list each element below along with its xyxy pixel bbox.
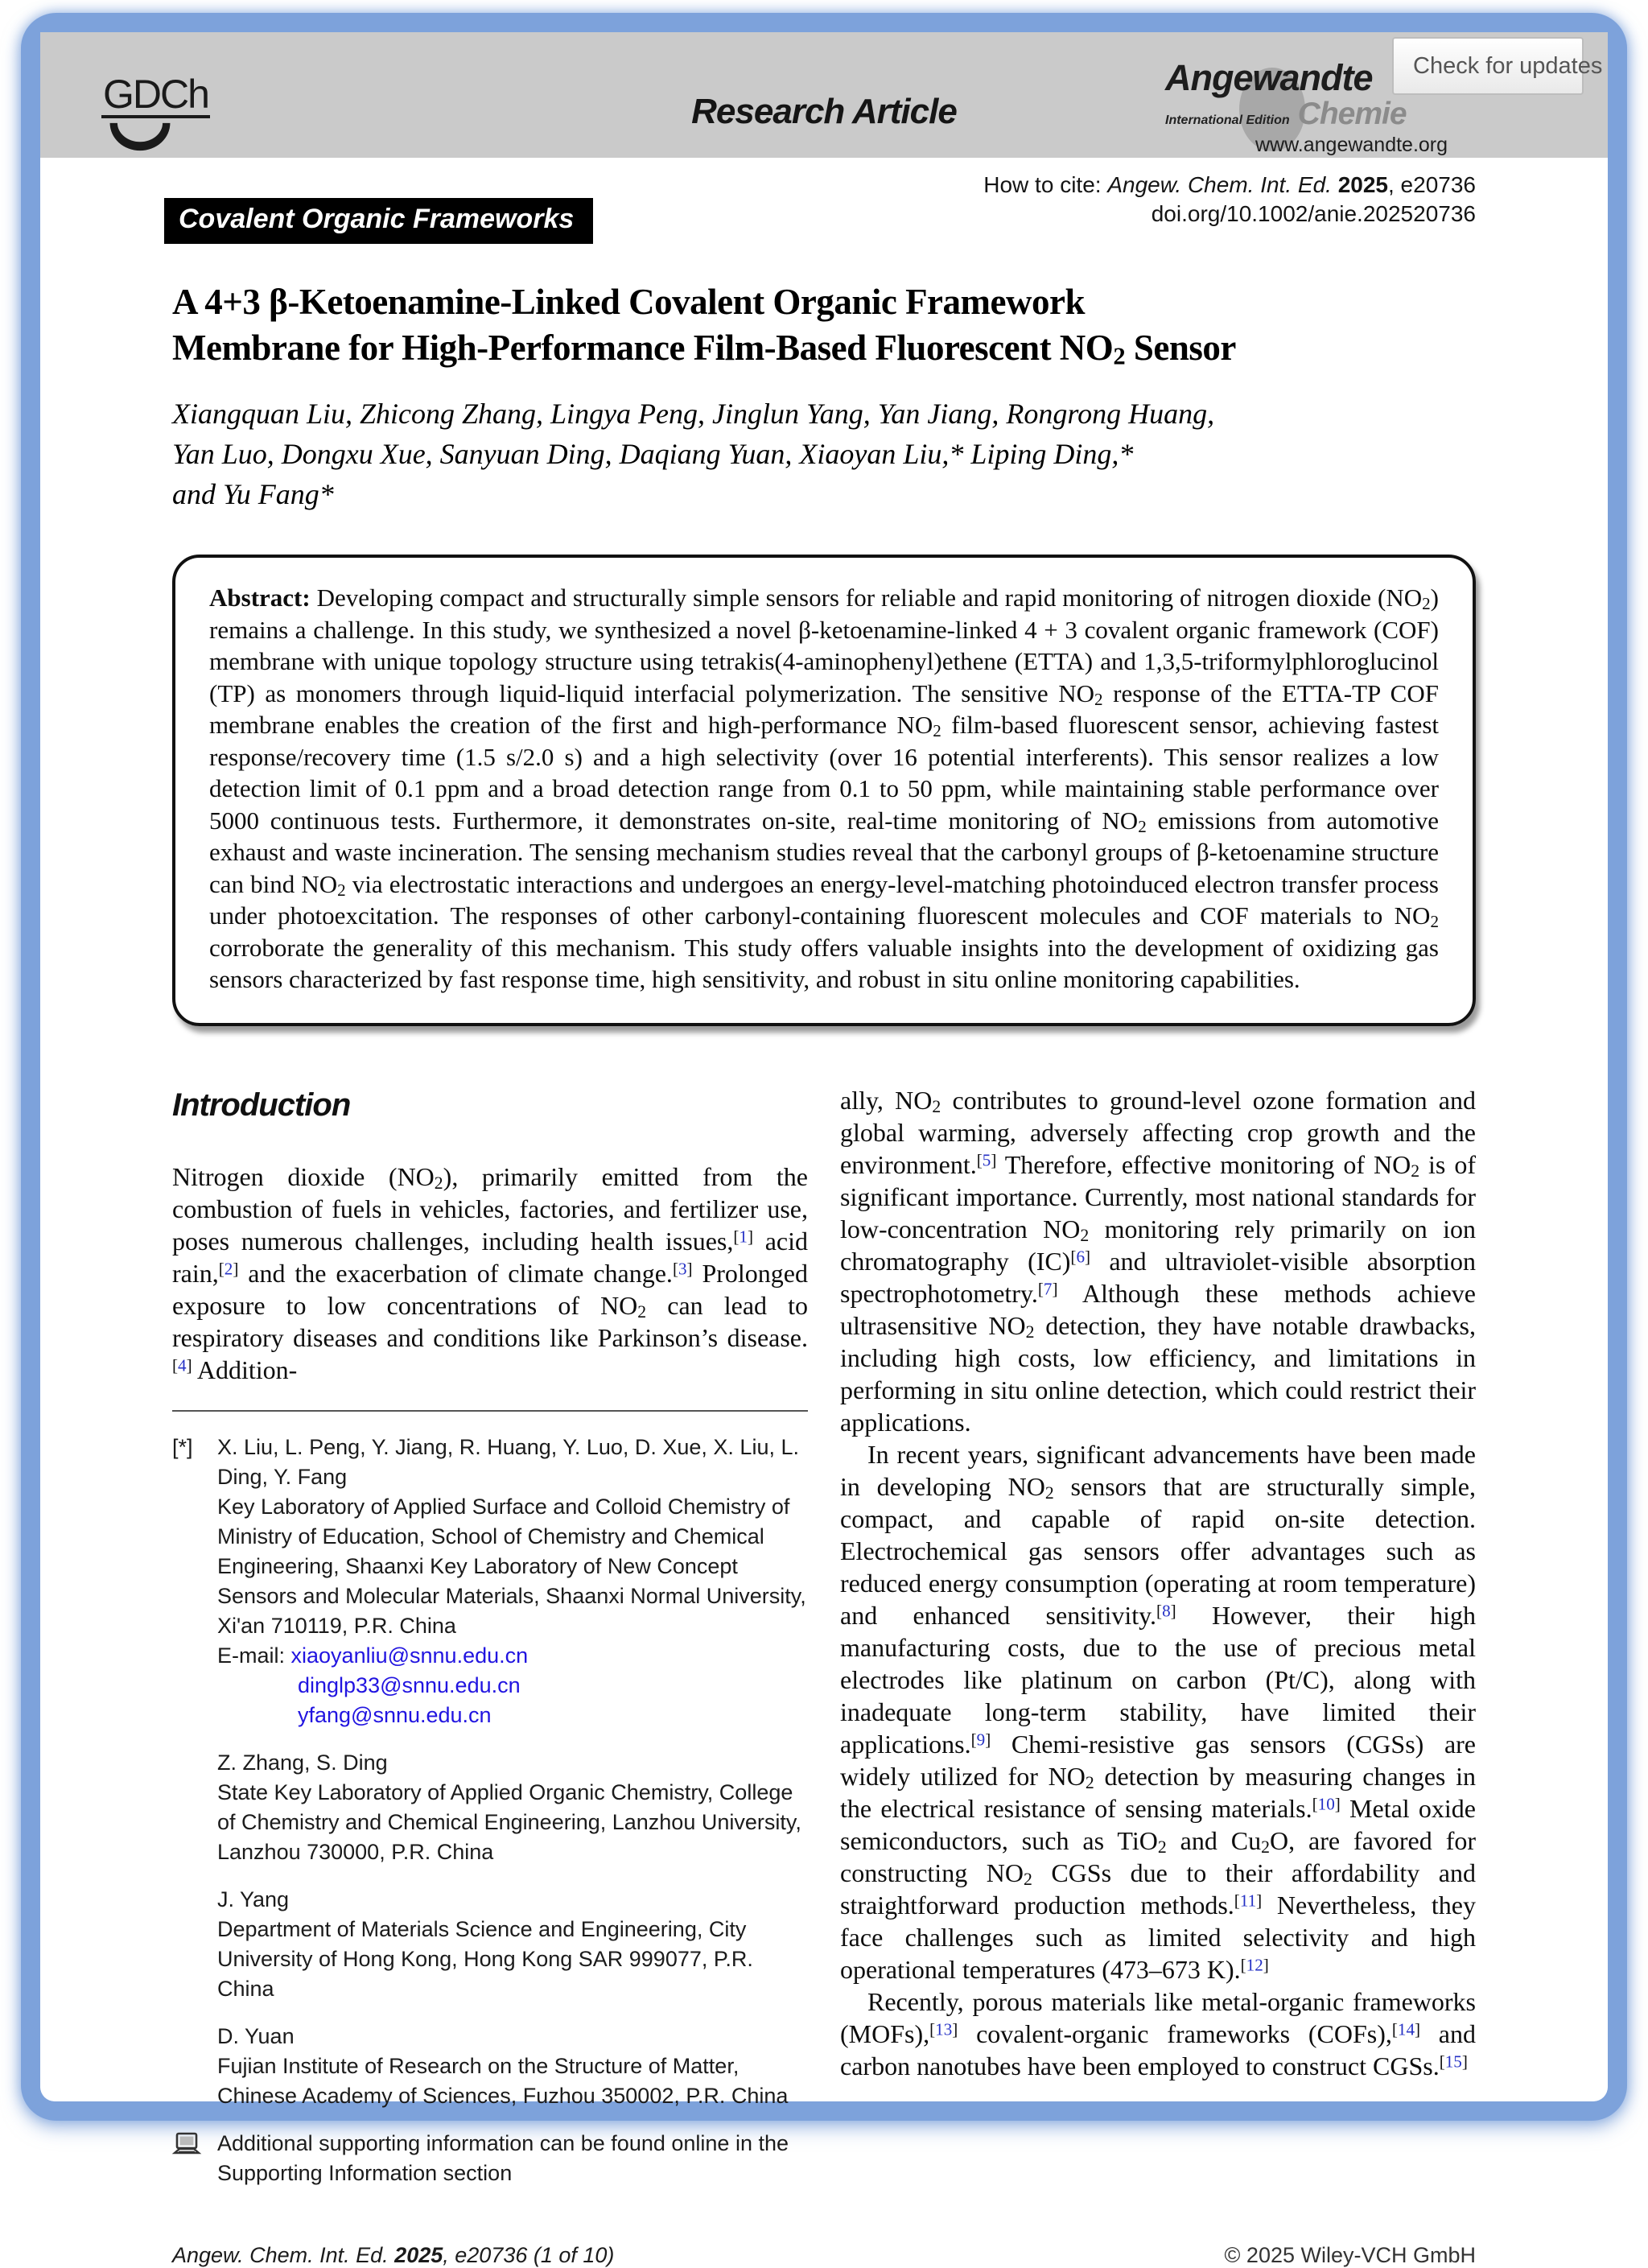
footer-copyright: © 2025 Wiley-VCH GmbH	[1224, 2242, 1476, 2267]
author-list	[172, 394, 1476, 514]
page-frame	[21, 13, 1627, 2267]
footnote-affil-4	[172, 2022, 808, 2111]
citation-block	[983, 171, 1476, 229]
intro-paragraph-right-2: In recent years, significant advancements have been made in developing $NO_2$ sensors that are structurally simple, compact, and capable of rapid on-site detection. Electrochemical gas sensors offer advantages such as reduced energy consumption (operating at room temperature) and enhanced sensitivity.[8] However, their high manufacturing costs, due to the use of precious metal electrodes like platinum on carbon (Pt/C), along with inadequate long-term stability, have limited their applications.[9] Chemi-resistive gas sensors (CGSs) are widely utilized for $NO_2$ detection by measuring changes in the electrical resistance of sensing materials.[10] Metal oxide semiconductors, such as TiO$_2$ and $Cu_2O$, are favored for constructing $NO_2$ CGSs due to their affordability and straightforward production methods.[11] Nevertheless, they face challenges such as limited selectivity and high operational temperatures (473–673 K).[12]	[840, 1439, 1477, 1984]
check-for-updates-button[interactable]	[1392, 37, 1603, 95]
article-type-label: Research Article	[691, 92, 957, 131]
footnote-names: X. Liu, L. Peng, Y. Jiang, R. Huang, Y. Luo, D. Xue, X. Liu, L. Ding, Y. Fang	[217, 1434, 799, 1489]
header-band	[40, 32, 1608, 158]
introduction-heading: Introduction	[172, 1087, 351, 1123]
article-content	[172, 158, 1476, 2268]
footnote-affiliation: State Key Laboratory of Applied Organic Chemistry, College of Chemistry and Chemical Engineering, Lanzhou University, Lanzhou 730000, P.R. China	[217, 1779, 801, 1864]
footnote-affiliation: Department of Materials Science and Engineering, City University of Hong Kong, Hong Kong SAR 999077, P.R. China	[217, 1916, 753, 2001]
left-column	[172, 1084, 808, 2206]
article-page	[40, 32, 1608, 2267]
angewandte-edition: International Edition	[1165, 113, 1290, 127]
page-footer	[172, 2243, 1476, 2268]
intro-paragraph-right-3: Recently, porous materials like metal-organic frameworks (MOFs),[13] covalent-organic frameworks (COFs),[14] and carbon nanotubes have been employed to construct CGSs.[15]	[840, 1986, 1476, 2080]
title-line-2: Membrane for High-Performance Film-Based Fluorescent $NO_2$ Sensor	[172, 328, 1236, 370]
footnote-affil-3	[172, 1885, 808, 2004]
topic-badge: Covalent Organic Frameworks	[164, 198, 593, 244]
footnote-affiliation: Key Laboratory of Applied Surface and Colloid Chemistry of Ministry of Education, School of Chemistry and Chemical Engineering, Shaanxi Key Laboratory of New Concept Sensors and Molecular Materials, Shaanxi Normal University, Xi'an 710119, P.R. China	[217, 1494, 806, 1638]
angewandte-url: www.angewandte.org	[1255, 134, 1448, 156]
footer-citation: Angew. Chem. Int. Ed. 2025, e20736 (1 of 10)	[172, 2242, 615, 2267]
right-column	[840, 1084, 1476, 2206]
intro-paragraph-right-1: ally, $NO_2$ contributes to ground-level ozone formation and global warming, adversely affecting crop growth and the environment.[5] Therefore, effective monitoring of $NO_2$ is of significant importance. Currently, most national standards for low-concentration $NO_2$ monitoring rely primarily on ion chromatography (IC)[6] and ultraviolet-visible absorption spectrophotometry.[7] Although these methods achieve ultrasensitive $NO_2$ detection, they have notable drawbacks, including high costs, low efficiency, and limitations in performing in situ online detection, which could restrict their applications.	[840, 1085, 1477, 1437]
citation-line: How to cite: Angew. Chem. Int. Ed. 2025, e20736	[983, 172, 1476, 197]
footnote-divider	[172, 1410, 808, 1412]
laptop-icon	[172, 2132, 201, 2158]
article-title	[172, 279, 1476, 371]
email-line: E-mail: xiaoyanliu@snnu.edu.cn	[217, 1643, 529, 1668]
abstract-text: Developing compact and structurally simple sensors for reliable and rapid monitoring of nitrogen dioxide $(NO_2)$ remains a challenge. In this study, we synthesized a novel β-ketoenamine-linked 4 + 3 covalent organic framework (COF) membrane with unique topology structure using tetrakis(4-aminophenyl)ethene (ETTA) and 1,3,5-triformylphloroglucinol (TP) as monomers through liquid-liquid interfacial polymerization. The sensitive $NO_2$ response of the ETTA-TP COF membrane enables the creation of the first and high-performance $NO_2$ film-based fluorescent sensor, achieving fastest response/recovery time (1.5 s/2.0 s) and a high selectivity (over 16 potential interferents). This sensor realizes a low detection limit of 0.1 ppm and a broad detection range from 0.1 to 50 ppm, while maintaining stable performance over 5000 continuous tests. Furthermore, it demonstrates on-site, real-time monitoring of $NO_2$ emissions from automotive exhaust and waste incineration. The sensing mechanism studies reveal that the carbonyl groups of β-ketoenamine structure can bind $NO_2$ via electrostatic interactions and undergoes an energy-level-matching photoinduced electron transfer process under photoexcitation. The responses of other carbonyl-containing fluorescent molecules and COF materials to $NO_2$ corroborate the generality of this mechanism. This study offers valuable insights into the development of oxidizing gas sensors characterized by fast response time, high sensitivity, and robust in situ online monitoring capabilities.	[209, 583, 1439, 993]
doi-line[interactable]: doi.org/10.1002/anie.202520736	[1151, 201, 1476, 226]
footnotes	[172, 1433, 808, 2188]
footnote-names: Z. Zhang, S. Ding	[217, 1750, 388, 1775]
gdch-logo-text: GDCh	[103, 72, 208, 117]
authors-line-3: and Yu Fang*	[172, 478, 334, 510]
title-line-1: A 4+3 β-Ketoenamine-Linked Covalent Organic Framework	[172, 282, 1085, 322]
authors-line-2: Yan Luo, Dongxu Xue, Sanyuan Ding, Daqiang Yuan, Xiaoyan Liu,* Liping Ding,*	[172, 438, 1134, 470]
footnote-star-marker: [*]	[172, 1434, 193, 1459]
abstract-box	[172, 555, 1476, 1026]
supporting-info-note	[172, 2129, 808, 2188]
footnote-affiliation: Fujian Institute of Research on the Structure of Matter, Chinese Academy of Sciences, Fuzhou 350002, P.R. China	[217, 2053, 789, 2108]
angewandte-chemie: Chemie	[1297, 97, 1407, 131]
angewandte-name: Angewandte	[1165, 57, 1373, 98]
intro-paragraph-left: Nitrogen dioxide $(NO_2)$, primarily emitted from the combustion of fuels in vehicles, factories, and fertilizer use, poses numerous challenges, including health issues,[1] acid rain,[2] and the exacerbation of climate change.[3] Prolonged exposure to low concentrations of $NO_2$ can lead to respiratory diseases and conditions like Parkinson’s disease.[4] Addition-	[172, 1161, 809, 1384]
email-link-2[interactable]: dinglp33@snnu.edu.cn	[298, 1672, 521, 1697]
citation-year: 2025	[1337, 172, 1388, 197]
footnote-names: J. Yang	[217, 1887, 290, 1911]
footnote-names: D. Yuan	[217, 2023, 295, 2048]
supporting-info-text: Additional supporting information can be found online in the Supporting Information section	[217, 2130, 789, 2185]
email-link-1[interactable]: xiaoyanliu@snnu.edu.cn	[290, 1643, 529, 1668]
abstract-label: Abstract:	[209, 583, 311, 612]
footnote-affil-2	[172, 1748, 808, 1867]
authors-line-1: Xiangquan Liu, Zhicong Zhang, Lingya Peng, Jinglun Yang, Yan Jiang, Rongrong Huang,	[172, 398, 1215, 430]
footnote-corresponding	[172, 1433, 808, 1730]
citation-journal: Angew. Chem. Int. Ed.	[1107, 172, 1332, 197]
check-for-updates-label: Check for updates	[1413, 52, 1603, 79]
email-link-3[interactable]: yfang@snnu.edu.cn	[298, 1702, 492, 1727]
